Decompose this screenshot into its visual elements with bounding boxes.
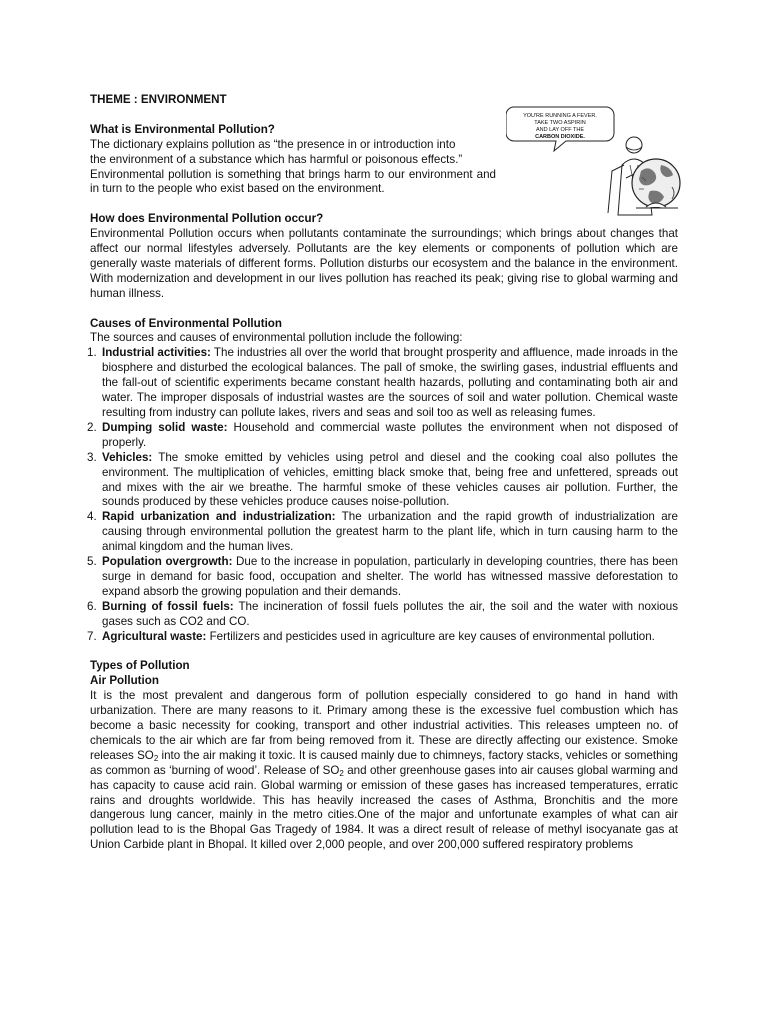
doctor-and-earth-cartoon-icon bbox=[506, 103, 686, 218]
how-heading: How does Environmental Pollution occur? bbox=[90, 212, 324, 226]
svg-text:AND LAY OFF THE: AND LAY OFF THE bbox=[536, 127, 584, 133]
theme-heading: THEME : ENVIRONMENT bbox=[90, 93, 227, 106]
air-pollution-heading: Air Pollution bbox=[90, 674, 159, 688]
causes-intro: The sources and causes of environmental pollution include the following: bbox=[90, 331, 463, 345]
what-heading: What is Environmental Pollution? bbox=[90, 122, 275, 136]
list-item: 3. Vehicles: The smoke emitted by vehicles using petrol and diesel and the cooking coal also pollutes the environment. The multiplication of vehicles, emitting black smoke that, being free and unfettered, spreads out and mixes with the air we breathe. The harmful smoke of these vehicles causes air pollution. Further, the sounds produced by these vehicles produce causes noise-pollution. bbox=[87, 450, 678, 509]
how-paragraph: Environmental Pollution occurs when pollutants contaminate the surroundings; which brings about changes that affect our normal lifestyles adversely. Pollutants are the key elements or components of pollution which are generally waste materials of different forms. Pollution disturbs our ecosystem and the balance in the environment. With modernization and development in our lives pollution has reached its peak; giving rise to global warming and human illness. bbox=[90, 227, 678, 300]
svg-text:YOU'RE RUNNING A FEVER.: YOU'RE RUNNING A FEVER. bbox=[523, 113, 597, 119]
svg-text:TAKE TWO ASPIRIN: TAKE TWO ASPIRIN bbox=[534, 120, 586, 126]
air-pollution-paragraph: It is the most prevalent and dangerous form of pollution especially considered to go hand in hand with urbanization. There are many reasons to it. Primary among these is the excessive fuel combustion which has become a basic necessity for cooking, transport and other industrial activities. This releases umpteen no. of chemicals to the air which are far from being removed from it. These are directly affecting our existence. Smoke releases $SO_2$ into the air making it toxic. It is caused mainly due to chimneys, factory stacks, vehicles or something as common as ‘burning of wood’. Release of $SO_2$ and other greenhouse gases into air causes global warming and has capacity to cause acid rain. Global warming or emission of these gases has increased temperatures, erratic rains and droughts worldwide. This has heavily increased the cases of Asthma, Bronchitis and the more dangerous lung cancer, mainly in the metro cities.One of the major and unfortunate examples of what can air pollution lead to is the Bhopal Gas Tragedy of 1984. It was a direct result of release of methyl isocyanate gas at Union Carbide plant in Bhopal. It killed over 2,000 people, and over 200,000 suffered respiratory problems bbox=[90, 689, 679, 852]
what-line-3: Environmental pollution is something that brings harm to our environment and in turn to the people who exist based on the environment. bbox=[90, 167, 496, 196]
what-line-2: the environment of a substance which has harmful or poisonous effects.” bbox=[90, 152, 463, 166]
document-page bbox=[87, 93, 679, 853]
list-item: 6. Burning of fossil fuels: The incineration of fossil fuels pollutes the air, the soil and the water with noxious gases such as CO2 and CO. bbox=[87, 599, 678, 628]
types-heading: Types of Pollution bbox=[90, 659, 190, 673]
list-item: 4. Rapid urbanization and industrialization: The urbanization and the rapid growth of industrialization are causing through environmental pollution the greatest harm to the plant life, which in turn causing harm to the animal kingdom and the human lives. bbox=[87, 510, 678, 554]
causes-list bbox=[87, 346, 678, 644]
what-line-1: The dictionary explains pollution as “the presence in or introduction into bbox=[90, 137, 456, 151]
list-item: 5. Population overgrowth: Due to the increase in population, particularly in developing countries, there has been surge in demand for basic food, occupation and shelter. The world has witnessed massive deforestation to expand absorb the growing population and their demands. bbox=[87, 555, 678, 598]
list-item: 1. Industrial activities: The industries all over the world that brought prosperity and affluence, made inroads in the biosphere and disturbed the ecological balances. The pall of smoke, the swirling gases, industrial effluents and the fall-out of scientific experiments became constant health hazards, polluting and contaminating both air and water. The improper disposals of industrial wastes are the sources of soil and water pollution. Chemical waste resulting from industry can pollute lakes, rivers and seas and soil too as well as releasing fumes. bbox=[87, 346, 678, 419]
list-item: 7. Agricultural waste: Fertilizers and pesticides used in agriculture are key causes of environmental pollution. bbox=[87, 629, 655, 643]
svg-text:CARBON DIOXIDE.: CARBON DIOXIDE. bbox=[535, 134, 585, 140]
list-item: 2. Dumping solid waste: Household and commercial waste pollutes the environment when not disposed of properly. bbox=[87, 420, 678, 449]
what-paragraph bbox=[90, 138, 496, 198]
causes-heading: Causes of Environmental Pollution bbox=[90, 316, 282, 330]
